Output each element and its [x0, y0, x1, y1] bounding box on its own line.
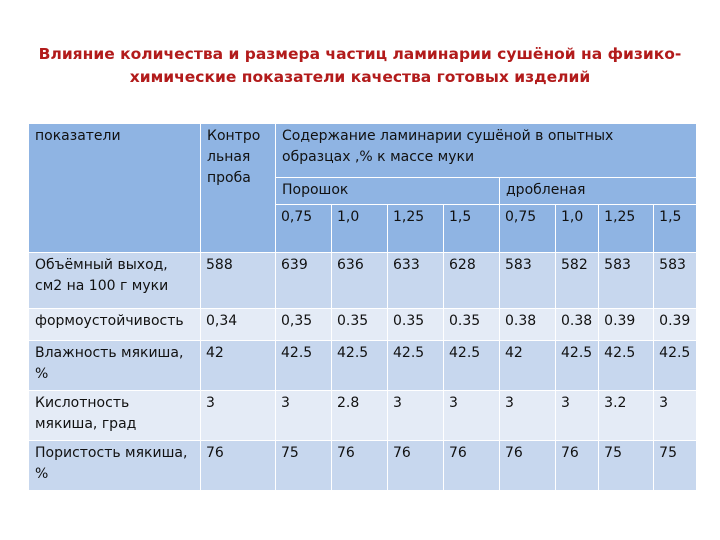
cell-value: 0.35: [332, 309, 388, 341]
slide-title: [20, 43, 700, 89]
dose-header: 0,75: [500, 205, 556, 253]
cell-value: 582: [556, 253, 599, 309]
header-content: Содержание ламинарии сушёной в опытных образцах ,% к массе муки: [276, 124, 697, 178]
cell-value: 3.2: [599, 391, 654, 441]
title-line-2: химические показатели качества готовых изделий: [129, 68, 591, 86]
cell-value: 3: [654, 391, 697, 441]
dose-header: 1,5: [654, 205, 697, 253]
cell-value: 3: [556, 391, 599, 441]
cell-value: 42.5: [599, 341, 654, 391]
table-row: [29, 341, 697, 391]
cell-value: 583: [654, 253, 697, 309]
cell-value: 628: [444, 253, 500, 309]
cell-value: 0.35: [444, 309, 500, 341]
cell-value: 0.39: [654, 309, 697, 341]
cell-value: 0.35: [388, 309, 444, 341]
cell-value: 0,35: [276, 309, 332, 341]
cell-value: 75: [276, 441, 332, 491]
cell-value: 583: [500, 253, 556, 309]
table-row: [29, 309, 697, 341]
row-label: Кислотность мякиша, град: [29, 391, 201, 441]
control-value: 588: [201, 253, 276, 309]
cell-value: 76: [500, 441, 556, 491]
dose-header: 1,5: [444, 205, 500, 253]
control-value: 42: [201, 341, 276, 391]
cell-value: 42.5: [654, 341, 697, 391]
cell-value: 3: [444, 391, 500, 441]
cell-value: 3: [500, 391, 556, 441]
cell-value: 3: [276, 391, 332, 441]
dose-header: 1,25: [599, 205, 654, 253]
cell-value: 3: [388, 391, 444, 441]
cell-value: 42.5: [276, 341, 332, 391]
cell-value: 76: [332, 441, 388, 491]
control-value: 76: [201, 441, 276, 491]
quality-table: [28, 123, 697, 491]
cell-value: 639: [276, 253, 332, 309]
cell-value: 42.5: [388, 341, 444, 391]
cell-value: 636: [332, 253, 388, 309]
cell-value: 633: [388, 253, 444, 309]
cell-value: 583: [599, 253, 654, 309]
table-row: [29, 441, 697, 491]
cell-value: 42.5: [444, 341, 500, 391]
row-label: формоустойчивость: [29, 309, 201, 341]
cell-value: 42.5: [332, 341, 388, 391]
row-label: Объёмный выход, см2 на 100 г муки: [29, 253, 201, 309]
control-value: 3: [201, 391, 276, 441]
title-line-1: Влияние количества и размера частиц ламинарии сушёной на физико-: [38, 45, 682, 63]
cell-value: 42.5: [556, 341, 599, 391]
header-indicators: показатели: [29, 124, 201, 253]
cell-value: 76: [388, 441, 444, 491]
header-control: Контро льная проба: [201, 124, 276, 253]
row-label: Пористость мякиша, %: [29, 441, 201, 491]
dose-header: 1,25: [388, 205, 444, 253]
table-row: [29, 391, 697, 441]
cell-value: 76: [556, 441, 599, 491]
table-row: [29, 253, 697, 309]
cell-value: 0.38: [556, 309, 599, 341]
cell-value: 76: [444, 441, 500, 491]
header-crushed: дробленая: [500, 178, 697, 205]
cell-value: 42: [500, 341, 556, 391]
header-powder: Порошок: [276, 178, 500, 205]
dose-header: 1,0: [556, 205, 599, 253]
cell-value: 75: [599, 441, 654, 491]
dose-header: 0,75: [276, 205, 332, 253]
cell-value: 2.8: [332, 391, 388, 441]
dose-header: 1,0: [332, 205, 388, 253]
cell-value: 0.38: [500, 309, 556, 341]
row-label: Влажность мякиша, %: [29, 341, 201, 391]
control-value: 0,34: [201, 309, 276, 341]
cell-value: 0.39: [599, 309, 654, 341]
cell-value: 75: [654, 441, 697, 491]
